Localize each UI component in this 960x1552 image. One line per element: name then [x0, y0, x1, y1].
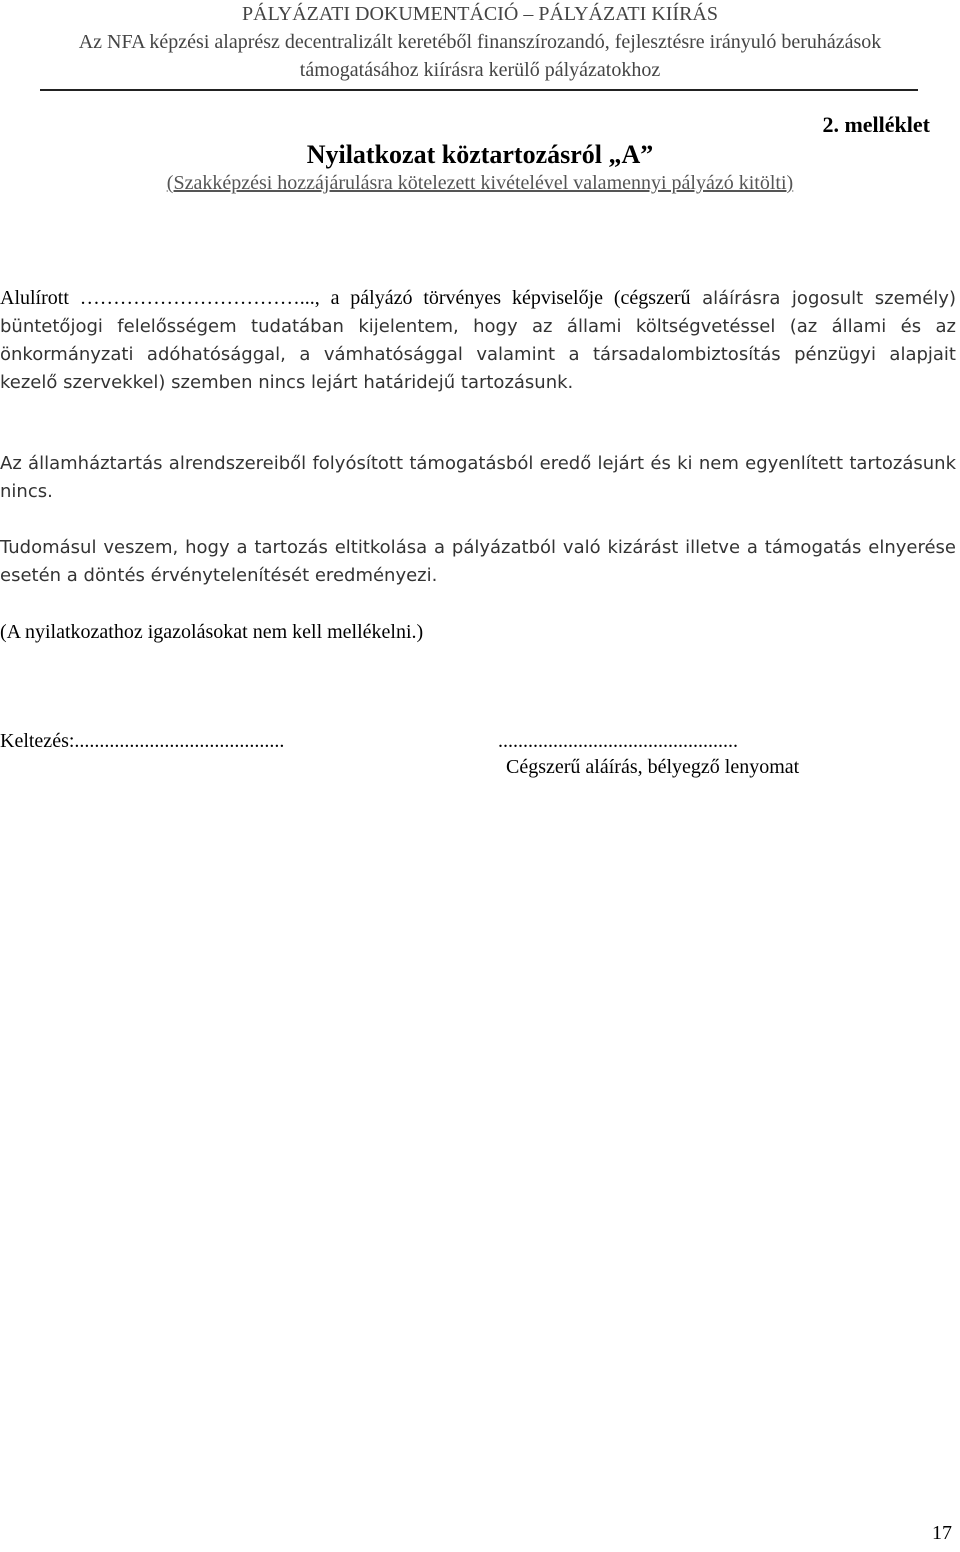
declaration-body: aláírásra jogosult személy) büntetőjogi felelősségem tudatában kijelentem, hogy az állami költségvetéssel (az állami és az önkormányzati adóhatósággal, a vámhatósággal valamint a társadalombiztosítás pénzügyi alapjait kezelő szervekkel) szemben nincs lejárt határidejű tartozásunk. — [0, 288, 956, 393]
paragraph-no-debt: Az államháztartás alrendszereiből folyósított támogatásból eredő lejárt és ki nem egyenlített tartozásunk nincs. — [0, 453, 956, 502]
declaration-lead: Alulírott ……………………………..., a pályázó törvényes képviselője (cégszerű — [0, 287, 691, 309]
subtitle-text: (Szakképzési hozzájárulásra kötelezett kivételével valamennyi pályázó kitölti) — [166, 172, 794, 194]
header-subtitle-line1: Az NFA képzési alaprész decentralizált keretéből finanszírozandó, fejlesztésre irányuló beruházások — [78, 31, 882, 53]
signature-caption: Cégszerű aláírás, bélyegző lenyomat — [506, 756, 800, 778]
header-subtitle-line2: támogatásához kiírásra kerülő pályázatokhoz — [299, 59, 661, 81]
date-field: Keltezés:.......................................... — [0, 730, 285, 752]
paragraph-acknowledgement: Tudomásul veszem, hogy a tartozás eltitkolása a pályázatból való kizárást illetve a támogatás elnyerése esetén a döntés érvénytelenítését eredményezi. — [0, 537, 956, 586]
annex-label: 2. melléklet — [822, 112, 930, 137]
header-divider — [40, 89, 918, 91]
paragraph-declaration — [0, 284, 956, 397]
signature-line: ................................................ — [498, 730, 738, 752]
paragraph-note: (A nyilatkozathoz igazolásokat nem kell mellékelni.) — [0, 621, 424, 643]
header-title: PÁLYÁZATI DOKUMENTÁCIÓ – PÁLYÁZATI KIÍRÁS — [242, 3, 718, 25]
page-number: 17 — [932, 1522, 952, 1544]
document-title: Nyilatkozat köztartozásról „A” — [306, 140, 654, 169]
document-subtitle — [0, 172, 960, 195]
